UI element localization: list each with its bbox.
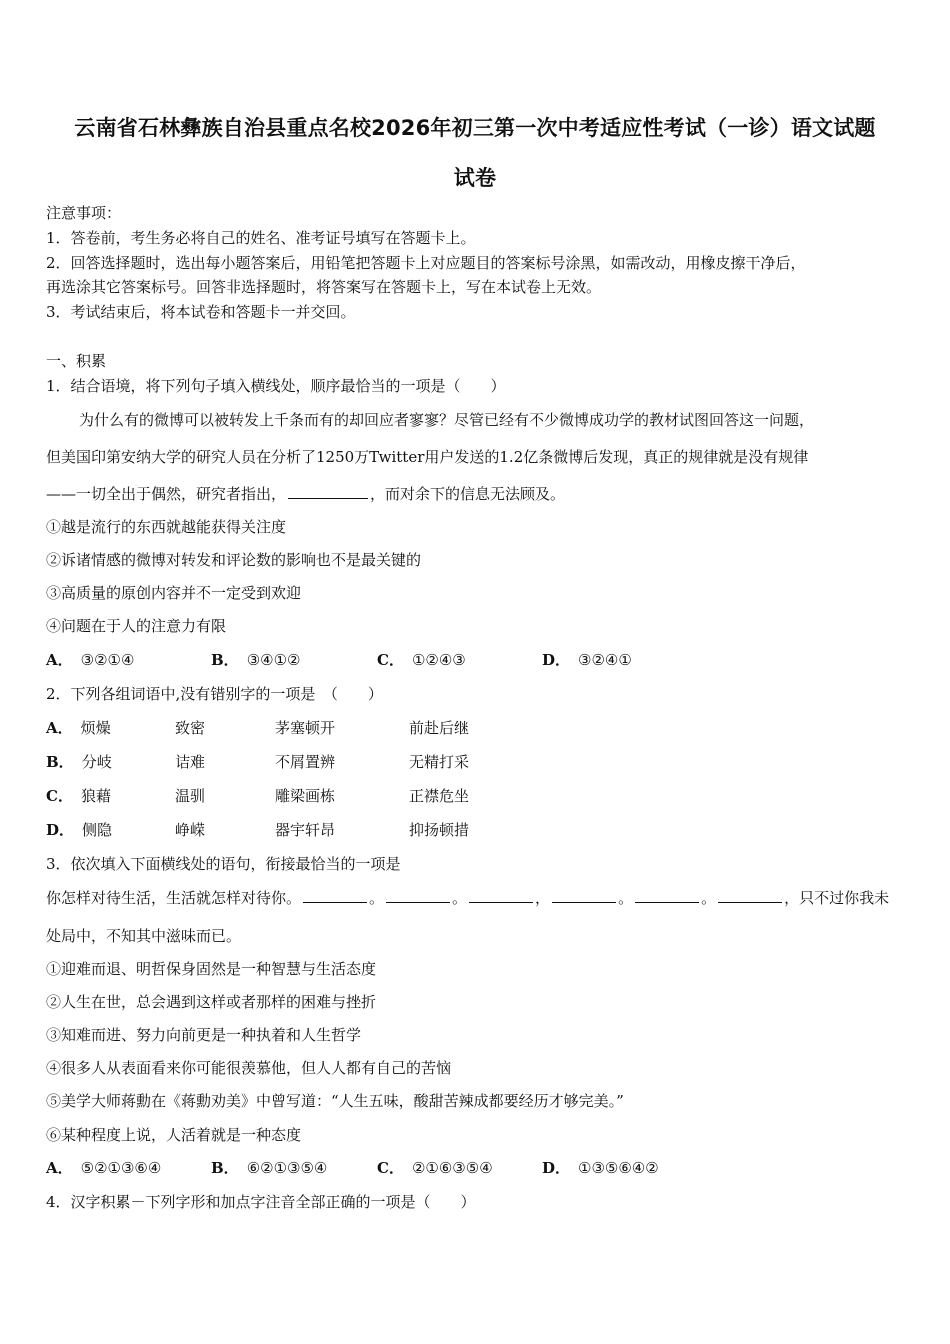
question-4-stem: 4．汉字积累－下列字形和加点字注音全部正确的一项是（ ） [46,1193,476,1211]
q1-passage-text: ——一切全出于偶然，研究者指出， [46,485,287,503]
q3-sentence-item: ⑤美学大师蒋勳在《蒋勳劝美》中曾写道：“人生五味，酸甜苦辣成都要经历才够完美。” [46,1092,624,1110]
fill-blank [718,888,782,903]
option-text: ①③⑤⑥④② [578,1159,659,1177]
option-label: C． [377,1159,404,1177]
section-heading: 一、积累 [46,352,107,370]
notice-item: 再选涂其它答案标号。回答非选择题时，将答案写在答题卡上，写在本试卷上无效。 [46,278,602,296]
question-2-stem: 2．下列各组词语中,没有错别字的一项是 （ ） [46,685,383,703]
punct: ， [535,889,551,907]
word: 分岐 [81,753,112,771]
word: 侧隐 [82,821,113,839]
q3-sentence-item: ③知难而进、努力向前更是一种执着和人生哲学 [46,1026,362,1044]
option-text: ③④①② [246,651,301,669]
word: 器宇轩昂 [275,821,336,839]
option-label: C． [377,651,404,669]
word: 无精打采 [409,753,470,771]
option-label: C． [46,787,73,805]
q1-passage-line: 为什么有的微博可以被转发上千条而有的却回应者寥寥？尽管已经有不少微博成功学的教材试图回答这一问题， [79,411,815,429]
word: 茅塞顿开 [275,719,336,737]
q1-sentence-item: ④问题在于人的注意力有限 [46,617,227,635]
punct: 。 [701,889,717,907]
word: 烦燥 [80,719,111,737]
option-label: A． [46,1159,73,1177]
q3-passage-line [46,888,889,908]
q2-option-c [46,786,111,806]
punct: 。 [452,889,468,907]
question-3-stem: 3．依次填入下面横线处的语句，衔接最恰当的一项是 [46,855,401,873]
fill-blank [288,484,368,499]
word: 峥嵘 [175,821,206,839]
word: 抑扬顿措 [409,821,470,839]
q1-passage-text: ，而对余下的信息无法顾及。 [370,485,566,503]
word: 致密 [175,719,206,737]
q2-option-a [46,718,111,738]
notice-heading: 注意事项： [46,204,122,222]
q1-option-d [542,650,632,670]
q3-option-d [542,1158,659,1178]
option-label: D． [542,1159,571,1177]
fill-blank [303,888,367,903]
q1-option-c [377,650,466,670]
q2-option-b [46,752,112,772]
option-text: ⑤②①③⑥④ [80,1159,162,1177]
notice-item: 2．回答选择题时，选出每小题答案后，用铅笔把答题卡上对应题目的答案标号涂黑，如需改动，用橡皮擦干净后， [46,254,806,272]
q1-option-a [46,650,134,670]
question-1-stem: 1．结合语境，将下列句子填入横线处，顺序最恰当的一项是（ ） [46,377,506,395]
q3-sentence-item: ④很多人从表面看来你可能很羡慕他，但人人都有自己的苦恼 [46,1059,452,1077]
fill-blank [386,888,450,903]
q1-sentence-item: ①越是流行的东西就越能获得关注度 [46,518,287,536]
fill-blank [552,888,616,903]
q3-option-b [211,1158,327,1178]
q3-option-c [377,1158,493,1178]
fill-blank [469,888,533,903]
q3-sentence-item: ⑥某种程度上说，人活着就是一种态度 [46,1126,302,1144]
page-title-line2: 试卷 [453,166,497,190]
q1-option-b [211,650,300,670]
option-label: B． [211,1159,239,1177]
option-label: D． [542,651,571,669]
notice-item: 1．答卷前，考生务必将自己的姓名、准考证号填写在答题卡上。 [46,229,476,247]
option-label: B． [211,651,239,669]
word: 雕梁画栋 [275,787,336,805]
word: 诘难 [175,753,206,771]
option-label: D． [46,821,75,839]
word: 正襟危坐 [409,787,470,805]
q3-passage-line: 处局中，不知其中滋味而已。 [46,927,242,945]
word: 温驯 [175,787,206,805]
option-label: B． [46,753,74,771]
q2-option-d [46,820,112,840]
q1-sentence-item: ②诉诸情感的微博对转发和评论数的影响也不是最关键的 [46,551,422,569]
option-label: A． [46,719,73,737]
word: 狼藉 [80,787,111,805]
q3-option-a [46,1158,161,1178]
punct: 。 [618,889,634,907]
punct: 。 [369,889,385,907]
page-title: 云南省石林彝族自治县重点名校2026年初三第一次中考适应性考试（一诊）语文试题 [74,116,876,140]
q3-sentence-item: ②人生在世，总会遇到这样或者那样的困难与挫折 [46,993,377,1011]
q3-sentence-item: ①迎难而退、明哲保身固然是一种智慧与生活态度 [46,960,377,978]
q1-sentence-item: ③高质量的原创内容并不一定受到欢迎 [46,584,302,602]
fill-blank [635,888,699,903]
q1-passage-line: 但美国印第安纳大学的研究人员在分析了1250万Twitter用户发送的1.2亿条微博后发现，真正的规律就是没有规律 [46,448,809,466]
option-text: ②①⑥③⑤④ [411,1159,493,1177]
q3-passage-text: 你怎样对待生活，生活就怎样对待你。 [46,889,302,907]
word: 前赴后继 [409,719,470,737]
option-text: ①②④③ [411,651,466,669]
option-label: A． [46,651,73,669]
option-text: ⑥②①③⑤④ [246,1159,328,1177]
option-text: ③②④① [578,651,632,669]
option-text: ③②①④ [80,651,135,669]
q1-passage-line [46,484,565,504]
word: 不屑置辨 [275,753,336,771]
notice-item: 3．考试结束后，将本试卷和答题卡一并交回。 [46,303,356,321]
q3-passage-text: ，只不过你我未 [784,889,890,907]
